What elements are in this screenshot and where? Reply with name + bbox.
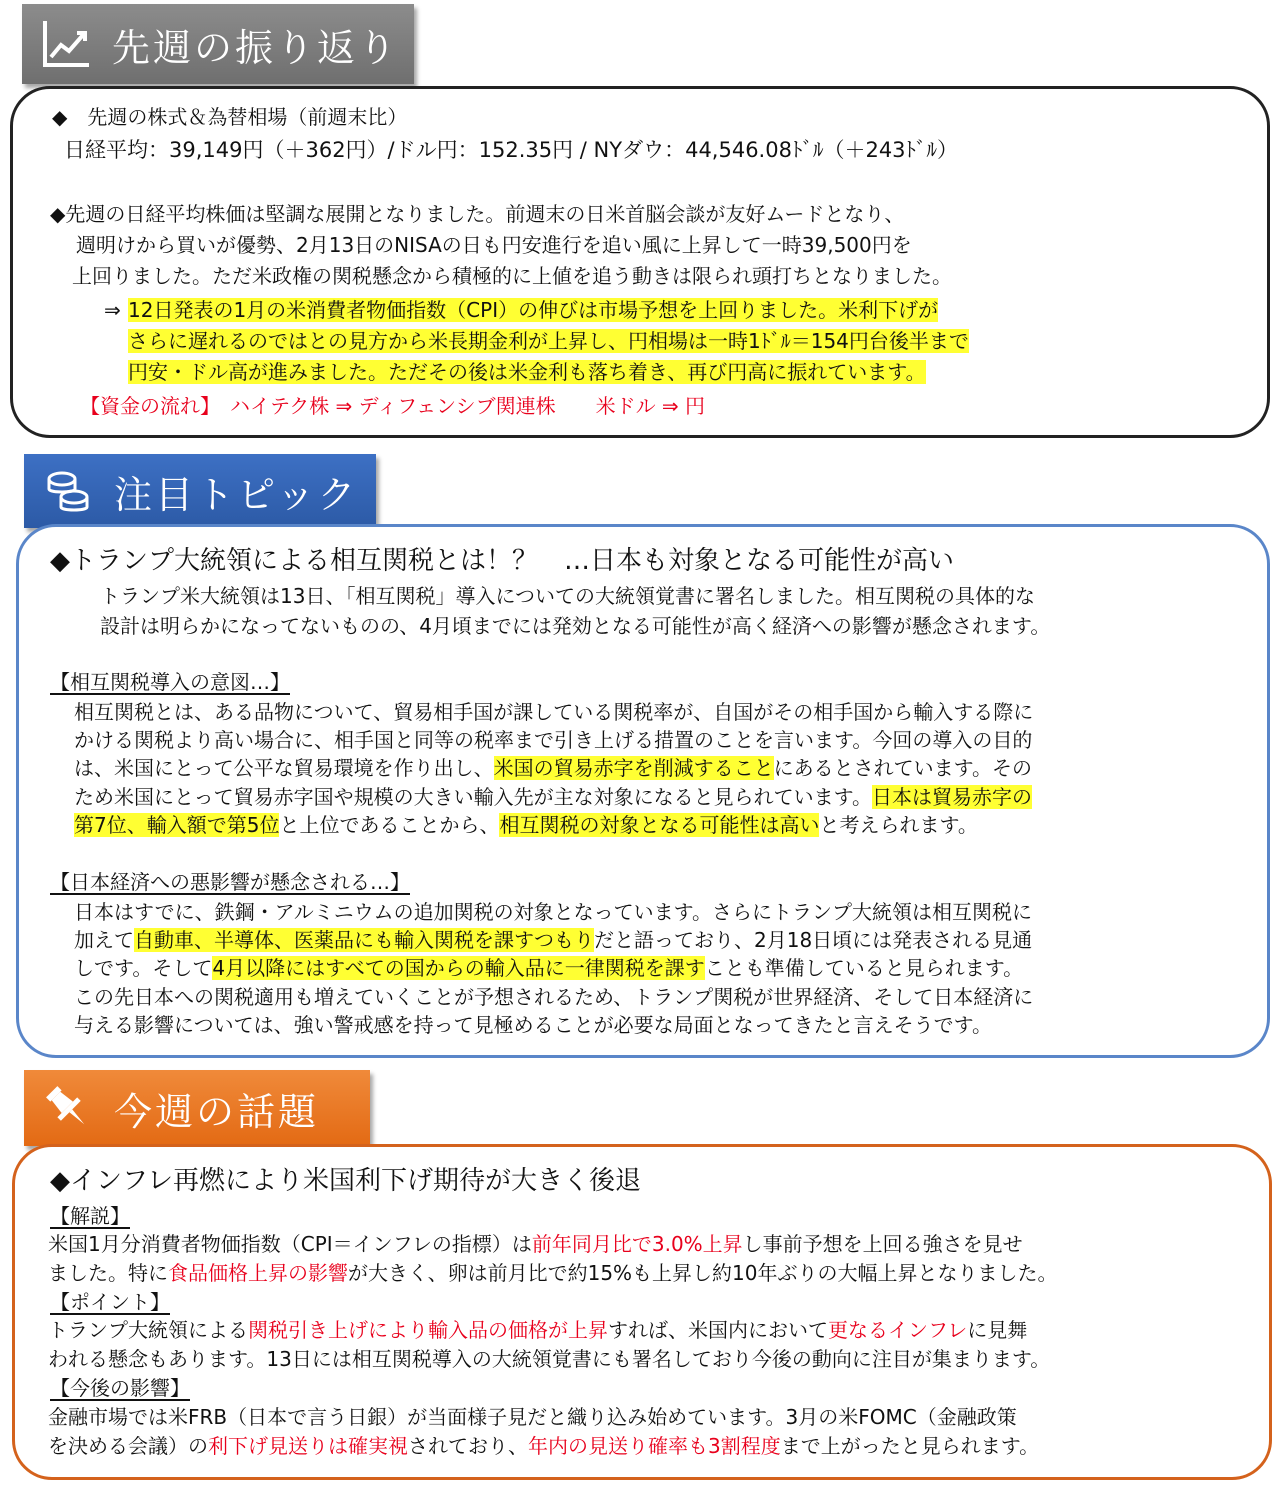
review-highlight-2: さらに遅れるのではとの見方から米長期金利が上昇し、円相場は一時1ﾄﾞﾙ＝154円台後半まで [128,329,969,353]
topic-s2-line-4: この先日本への関税適用も増えていくことが予想されるため、トランプ関税が世界経済、そして日本経済に [74,985,1034,1009]
topic-intro-1: トランプ米大統領は13日、「相互関税」導入についての大統領覚書に署名しました。相互関税の具体的な [100,584,1036,608]
topic-intro-2: 設計は明らかになってないものの、4月頃までには発効となる可能性が高く経済への影響が懸念されます。 [100,614,1051,638]
topic-title: 注目トピック [114,472,359,517]
weekly-title: 今週の話題 [114,1089,320,1134]
coins-icon [38,461,98,521]
weekly-sub-3: 【今後の影響】 [50,1376,190,1400]
fund-flow: 【資金の流れ】 ハイテク株 ⇒ ディフェンシブ関連株 米ドル ⇒ 円 [80,394,706,418]
topic-s1-line-2: かける関税より高い場合に、相手国と同等の税率まで引き上げる措置のことを言います。今回の導入の目的 [74,728,1033,752]
topic-header [24,454,376,528]
review-para-3: 上回りました。ただ米政権の関税懸念から積極的に上値を追う動きは限られ頭打ちとなりました。 [72,264,952,288]
topic-s1-line-1: 相互関税とは、ある品物について、貿易相手国が課している関税率が、自国がその相手国から輸入する際に [74,700,1034,724]
review-para-2: 週明けから買いが優勢、2月13日のNISAの日も円安進行を追い風に上昇して一時39,500円を [76,233,912,257]
arrow-mark: ⇒ [104,298,121,322]
topic-sub-2: 【日本経済への悪影響が懸念される…】 [50,870,410,894]
weekly-p-line-2: われる懸念もあります。13日には相互関税導入の大統領覚書にも署名しており今後の動向に注目が集まります。 [48,1347,1051,1371]
topic-s2-line-1: 日本はすでに、鉄鋼・アルミニウムの追加関税の対象となっています。さらにトランプ大統領は相互関税に [74,900,1032,924]
weekly-sub-1: 【解説】 [50,1204,130,1228]
topic-heading: ◆トランプ大統領による相互関税とは！？ …日本も対象となる可能性が高い [50,546,954,576]
review-highlight-3: 円安・ドル高が進みました。ただその後は米金利も落ち着き、再び円高に振れています。 [128,360,926,384]
weekly-e-line-2: ました。特に食品価格上昇の影響が大きく、卵は前月比で約15%も上昇し約10年ぶりの大幅上昇となりました。 [48,1261,1058,1285]
weekly-p-line-1: トランプ大統領による関税引き上げにより輸入品の価格が上昇すれば、米国内において更なるインフレに見舞 [48,1318,1028,1342]
topic-s2-line-3: しです。そして4月以降にはすべての国からの輸入品に一律関税を課すことも準備していると見られます。 [74,956,1024,980]
weekly-heading: ◆インフレ再燃により米国利下げ期待が大きく後退 [50,1166,641,1196]
weekly-e-line-1: 米国1月分消費者物価指数（CPI＝インフレの指標）は前年同月比で3.0%上昇し事前予想を上回る強さを見せ [48,1232,1023,1256]
market-values: 日経平均：39,149円（＋362円）/ドル円：152.35円 / NYダウ：44,546.08ﾄﾞﾙ（＋243ﾄﾞﾙ） [64,138,959,162]
review-header [22,4,414,84]
line-chart-icon [36,14,96,74]
weekly-sub-2: 【ポイント】 [50,1290,170,1314]
review-highlight-1: 12日発表の1月の米消費者物価指数（CPI）の伸びは市場予想を上回りました。米利下げが [128,298,939,322]
review-title: 先週の振り返り [112,25,400,70]
topic-s1-line-5: 第7位、輸入額で第5位と上位であることから、相互関税の対象となる可能性は高いと考えられます。 [74,813,978,837]
pushpin-icon [38,1078,98,1138]
weekly-f-line-1: 金融市場では米FRB（日本で言う日銀）が当面様子見だと織り込み始めています。3月の米FOMC（金融政策 [48,1405,1017,1429]
topic-s2-line-5: 与える影響については、強い警戒感を持って見極めることが必要な局面となってきたと言えそうです。 [74,1013,992,1037]
market-heading: ◆ 先週の株式＆為替相場（前週末比） [52,105,408,129]
topic-sub-1: 【相互関税導入の意図…】 [50,670,290,694]
topic-s2-line-2: 加えて自動車、半導体、医薬品にも輸入関税を課すつもりだと語っており、2月18日頃には発表される見通 [74,928,1033,952]
topic-s1-line-3: は、米国にとって公平な貿易環境を作り出し、米国の貿易赤字を削減することにあるとされています。その [74,756,1033,780]
topic-s1-line-4: ため米国にとって貿易赤字国や規模の大きい輸入先が主な対象になると見られています。日本は貿易赤字の [74,785,1032,809]
weekly-header [24,1070,370,1146]
review-para-1: ◆先週の日経平均株価は堅調な展開となりました。前週末の日米首脳会談が友好ムードとなり、 [50,202,905,226]
weekly-f-line-2: を決める会議）の利下げ見送りは確実視されており、年内の見送り確率も3割程度まで上がったと見られます。 [48,1434,1040,1458]
